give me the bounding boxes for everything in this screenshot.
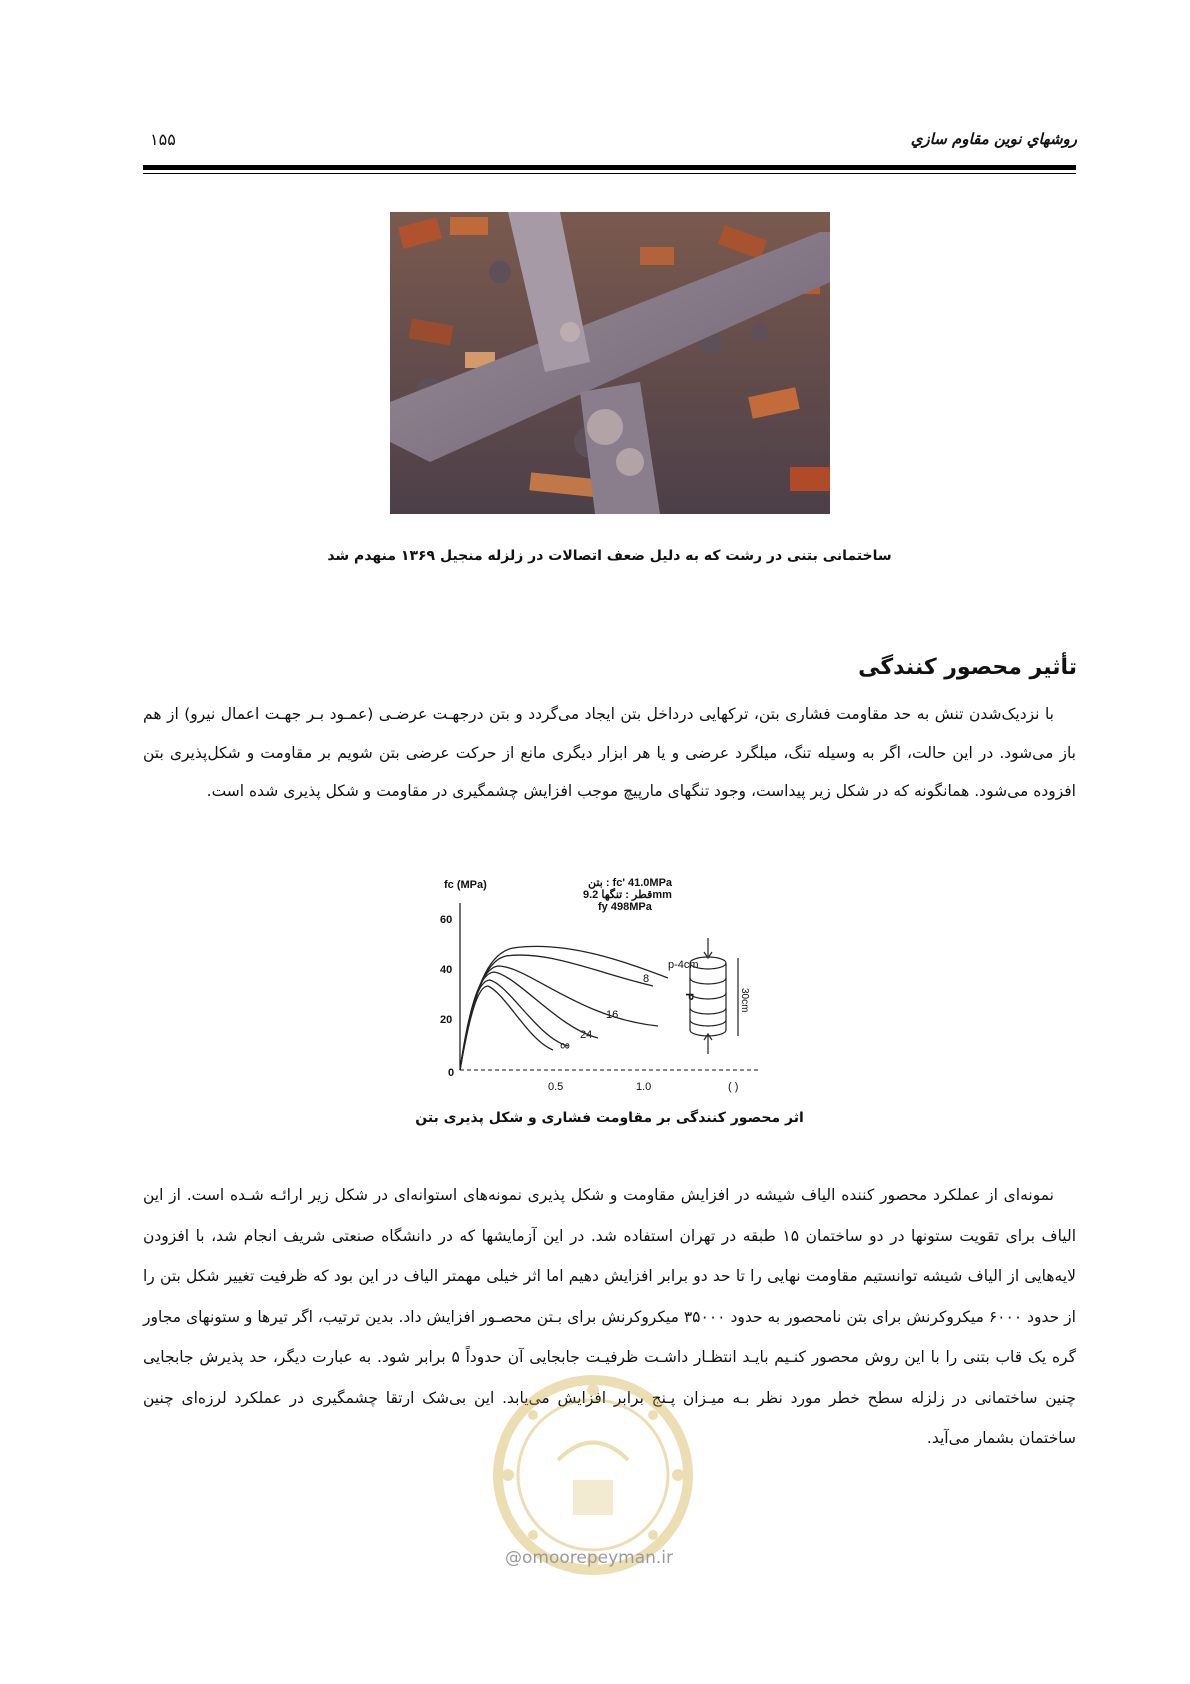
paragraph-1-text: با نزدیک‌شدن تنش به حد مقاومت فشاری بتن، ترکهایی درداخل بتن ایجاد می‌گردد و بتن درجهـت عرضـی (عمـود بـر جهـت اعمال نیرو) از هم باز می‌شود. در این حالت، اگر به وسیله تنگ، میلگرد عرضی و یا هر ابزار دیگری مانع از حرکت عرضی بتن شویم بر مقاومت و شکل‌پذیری بتن افزوده می‌شود. همانگونه که در شکل زیر پیداست، وجود تنگهای مارپیچ موجب افزایش چشمگیری در مقاومت و شکل پذیری شده است. — [143, 705, 1076, 800]
curve-label-infinity: ∞ — [560, 1037, 570, 1053]
height-label: 30cm — [739, 988, 750, 1013]
legend-fy: fy 498MPa — [598, 901, 652, 913]
cylinder-specimen — [690, 938, 738, 1054]
header-rule-thin — [143, 173, 1076, 174]
x-tick-1-0: 1.0 — [636, 1081, 652, 1093]
y-tick-40: 40 — [440, 964, 453, 976]
paragraph-2-text: نمونه‌ای از عملکرد محصور کننده الیاف شیشه در افزایش مقاومت و شکل پذیری نمونه‌های استوانه‌ای در شکل زیر ارائـه شـده است. از این الیاف برای تقویت ستونها در دو ساختمان ۱۵ طبقه در تهران استفاده شد. در این آزمایشها که در دانشگاه صنعتی شریف انجام شد، با افزودن لایه‌هایی از الیاف شیشه توانستیم مقاومت نهایی را تا حد دو برابر افزایش دهیم اما اثر خیلی مهمتر الیاف در این بود که ظرفیت تغییر شکل بتن را از حدود ۶۰۰۰ میکروکرنش برای بتن نامحصور به حدود ۳۵۰۰۰ میکروکرنش برای بـتن محصـور افزایش داد. بدین ترتیب، اگر تیرها و ستونهای مجاور گره یک قاب بتنی را با این روش محصور کنـیم بایـد انتظـار داشـت ظرفیـت جابجایی آن حدوداً ۵ برابر شود. به عبارت دیگر، حد پذیرش جابجایی چنین ساختمانی در زلزله سطح خطر مورد نظر بـه میـزان پـنج برابر افزایش می‌یابد. این بی‌شک ارتقا چشمگیری در عملکرد لرزه‌ای چنین ساختمان بشمار می‌آید. — [143, 1186, 1076, 1447]
collapsed-building-photo — [390, 212, 830, 514]
p-label: P — [683, 993, 695, 1001]
y-tick-60: 60 — [440, 914, 453, 926]
y-tick-20: 20 — [440, 1014, 453, 1026]
watermark-text: @omoorepeyman.ir — [505, 1548, 674, 1568]
header-title: روشهاي نوين مقاوم سازي — [910, 130, 1077, 148]
x-tick-0-5: 0.5 — [548, 1081, 564, 1093]
curve-label-24: 24 — [580, 1029, 593, 1041]
curve-label-8: 8 — [643, 973, 650, 985]
stress-strain-chart — [428, 868, 790, 1100]
curve-p8 — [460, 955, 653, 1070]
curve-label-16: 16 — [606, 1009, 619, 1021]
legend-concrete: بتن : fc' 41.0MPa — [588, 877, 673, 889]
figure2-caption: اثر محصور کنندگی بر مقاومت فشاری و شکل پذیری بتن — [415, 1110, 804, 1126]
y-tick-0: 0 — [448, 1067, 455, 1079]
stress-strain-diagram — [428, 868, 790, 1100]
photo-illustration — [390, 212, 830, 514]
page-number: ۱۵۵ — [150, 130, 176, 149]
curve-label-4cm: p-4cm — [668, 959, 699, 971]
legend-diameter: قطر : تنگها 9.2mm — [583, 889, 672, 901]
header-rule-thick — [143, 165, 1076, 170]
x-axis-unit: ( ) — [728, 1081, 739, 1093]
curve-extra — [460, 986, 553, 1070]
section-heading: تأثير محصور كنندگی — [858, 655, 1077, 680]
figure1-caption: ساختمانی بتنی در رشت که به دلیل ضعف اتصالات در زلزله منجیل ۱۳۶۹ منهدم شد — [327, 548, 892, 564]
y-axis-label: fc (MPa) — [444, 879, 487, 891]
paragraph-1 — [143, 695, 1076, 811]
